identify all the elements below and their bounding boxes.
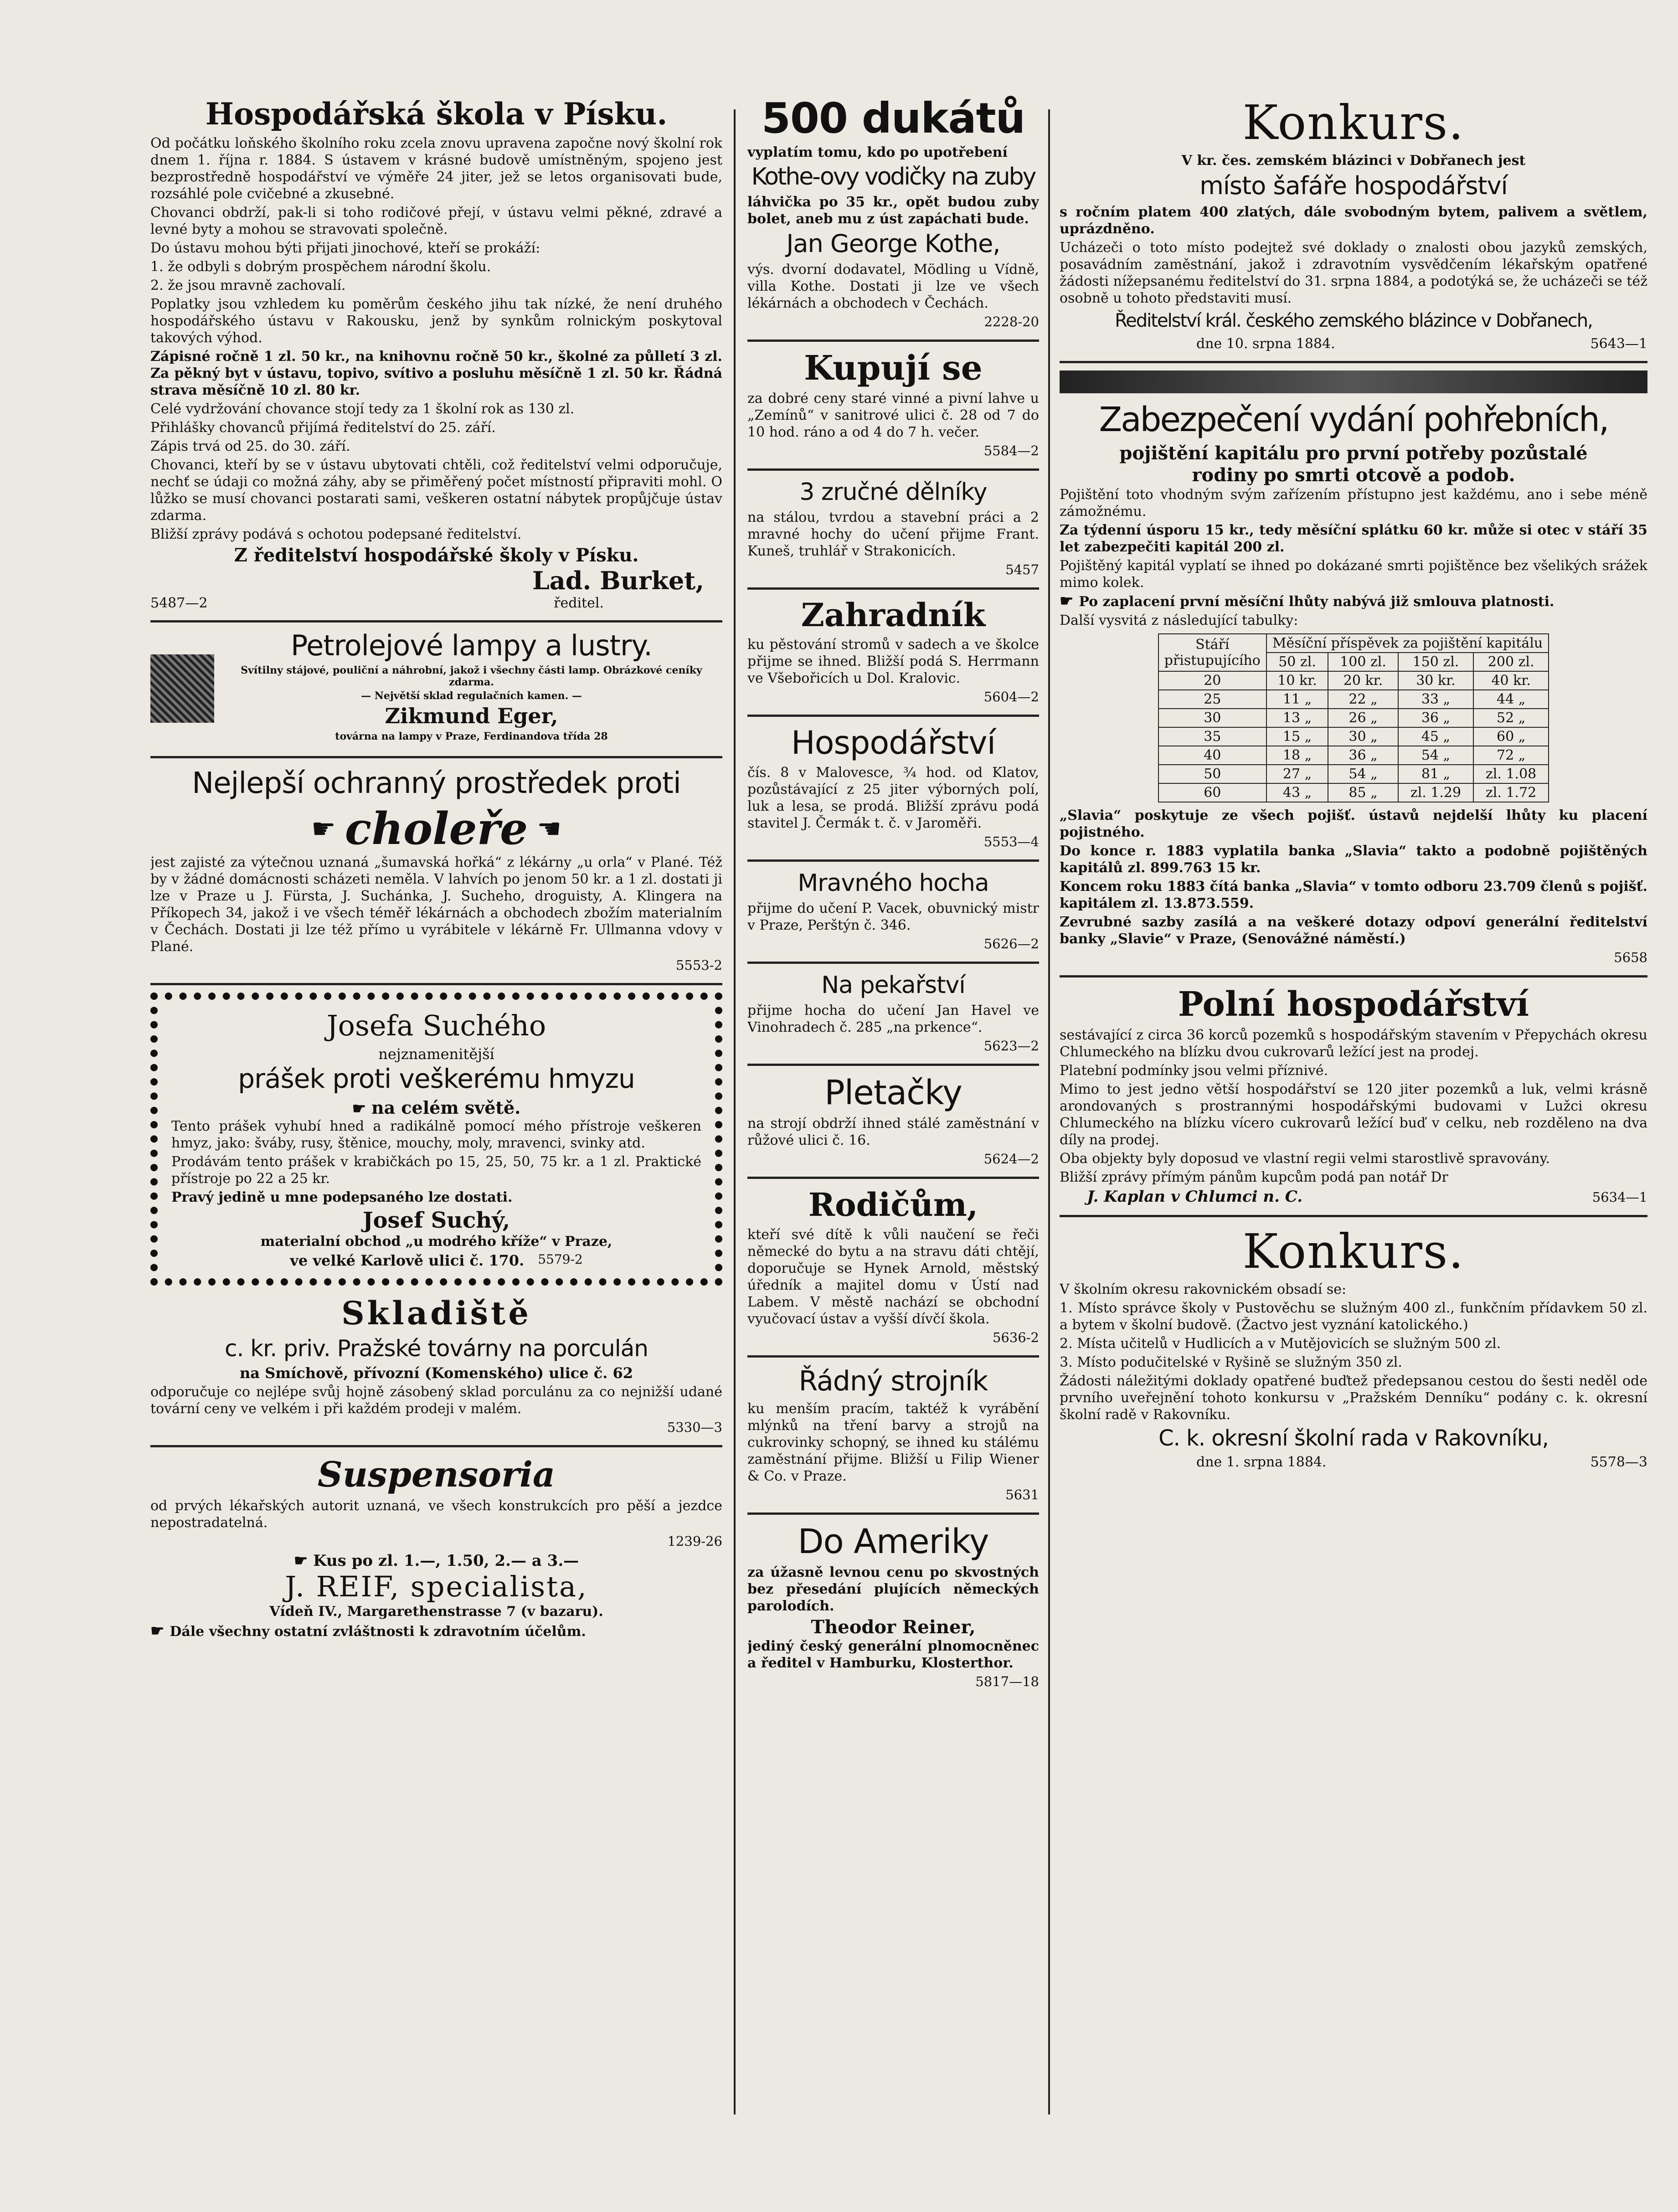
ad-title: Do Ameriky — [798, 1522, 989, 1561]
table-cell: 33 „ — [1398, 690, 1473, 709]
ad-subtitle: nejznamenitější — [378, 1045, 494, 1063]
ad-na-pekarstvi — [747, 971, 1039, 1055]
ad-paragraph: Mimo to jest jedno větší hospodářství se 120 jiter pozemků a luk, velmi krásně arondovaných s prostrannými hospodářskými budovami v Lužci okresu Chlumeckého na blízku vícero cukrovarů ležící buď v celku, neb rozděleno na dva díly na prodej. — [1060, 1081, 1647, 1148]
ad-title: Nejlepší ochranný prostředek proti — [192, 766, 681, 800]
ad-signature: Z ředitelství hospodářské školy v Písku. — [234, 545, 639, 566]
separator — [150, 983, 722, 985]
table-cell: 54 „ — [1398, 746, 1473, 765]
ad-address: materialní obchod „u modrého kříže“ v Praze, — [260, 1234, 613, 1250]
table-cell: 44 „ — [1473, 690, 1549, 709]
ad-pletacky — [747, 1073, 1039, 1168]
ad-address: na Smíchově, přívozní (Komenského) ulice č. 62 — [239, 1364, 633, 1382]
ad-title: Suspensoria — [317, 1454, 556, 1495]
ad-hospodarstvi — [747, 724, 1039, 850]
table-cell: 30 „ — [1328, 727, 1398, 746]
table-cell: 40 kr. — [1473, 671, 1549, 690]
column-rule-2 — [1048, 109, 1050, 2114]
table-cell: 11 „ — [1266, 690, 1328, 709]
ad-paragraph: Prodávám tento prášek v krabičkách po 15, 25, 50, 75 kr. a 1 zl. Praktické přístroje po 22 a 25 kr. — [171, 1154, 701, 1187]
ad-signature-role: ředitel. — [554, 595, 604, 611]
ad-address: Vídeň IV., Margarethenstrasse 7 (v bazaru). — [269, 1604, 603, 1620]
table-cell: 35 — [1158, 727, 1266, 746]
ad-paragraph: Do konce r. 1883 vyplatila banka „Slavia“ takto a podobně pojištěných kapitálů zl. 899.763 15 kr. — [1060, 843, 1647, 876]
ad-paragraph: 2. Místa učitelů v Hudlicích a v Mutějovicích se služným 500 zl. — [1060, 1336, 1501, 1352]
ad-headline-word: choleře — [345, 803, 528, 854]
ad-code: 5623—2 — [983, 1038, 1039, 1054]
ad-code: 5817—18 — [975, 1674, 1039, 1689]
ad-code: 5636-2 — [992, 1330, 1039, 1345]
ad-title: Konkurs. — [1242, 1224, 1465, 1279]
table-row — [1158, 765, 1549, 783]
pointing-hand-icon: ☛ — [150, 1622, 170, 1640]
column-rule-1 — [734, 109, 736, 2114]
ad-paragraph: Chovanci obdrží, pak-li si toho rodičové přejí, v ústavu velmi pěkné, zdravé a levné byty a mohou se stravovati společně. — [150, 205, 722, 237]
ad-signature: J. Kaplan v Chlumci n. C. — [1087, 1188, 1303, 1206]
table-cell: 43 „ — [1266, 783, 1328, 802]
table-row — [1158, 690, 1549, 709]
table-header-cell: 100 zl. — [1328, 653, 1398, 671]
ad-paragraph: Celé vydržování chovance stojí tedy za 1 školní rok as 130 zl. — [150, 401, 575, 417]
ad-headline: Kothe-ovy vodičky na zuby — [751, 163, 1035, 190]
ad-title: Na pekařství — [821, 972, 965, 999]
table-cell: 30 kr. — [1398, 671, 1473, 690]
ad-title: Řádný strojník — [798, 1365, 988, 1397]
table-cell: 27 „ — [1266, 765, 1328, 783]
ad-paragraph: 2. že jsou mravně zachovalí. — [150, 278, 346, 293]
ad-zabezpeceni-pohrebni — [1060, 400, 1647, 966]
ad-code: 1239-26 — [667, 1533, 722, 1549]
table-cell: 60 „ — [1473, 727, 1549, 746]
ad-kupuji-se — [747, 349, 1039, 459]
table-cell: 52 „ — [1473, 709, 1549, 727]
ad-code: 5330—3 — [667, 1420, 722, 1435]
decorative-banner — [1060, 370, 1647, 393]
column-1 — [150, 96, 722, 2146]
table-cell: 72 „ — [1473, 746, 1549, 765]
ad-title: Hospodářství — [791, 724, 996, 761]
table-cell: 36 „ — [1328, 746, 1398, 765]
table-header-cell: 50 zl. — [1266, 653, 1328, 671]
ad-subtitle: c. kr. priv. Pražské továrny na porculán — [225, 1335, 648, 1362]
table-cell: 85 „ — [1328, 783, 1398, 802]
ad-name: Jan George Kothe, — [786, 229, 1000, 258]
table-row — [1158, 709, 1549, 727]
ad-name: Josef Suchý, — [362, 1208, 510, 1233]
table-cell: 15 „ — [1266, 727, 1328, 746]
table-header-row — [1158, 634, 1549, 653]
separator — [150, 1445, 722, 1447]
table-cell: zl. 1.72 — [1473, 783, 1549, 802]
ad-zahradnik — [747, 597, 1039, 705]
ad-price: Kus po zl. 1.—, 1.50, 2.— a 3.— — [313, 1552, 579, 1570]
ad-paragraph: na stálou, tvrdou a stavební práci a 2 mravné hochy do učení přijme Frant. Kuneš, truhlář v Strakonicích. — [747, 509, 1039, 559]
ad-paragraph: Oba objekty byly doposud ve vlastní regii velmi starostlivě spravovány. — [1060, 1151, 1550, 1167]
ad-paragraph: přijme hocha do učení Jan Havel ve Vinohradech č. 285 „na prkence“. — [747, 1003, 1039, 1035]
ad-code: 2228-20 — [984, 314, 1039, 329]
ad-paragraph: Koncem roku 1883 čítá banka „Slavia“ v tomto odboru 23.709 členů s pojišť. kapitálem zl. 13.873.559. — [1060, 879, 1647, 911]
column-2 — [747, 96, 1039, 2146]
table-cell: 50 — [1158, 765, 1266, 783]
separator — [1060, 361, 1647, 363]
table-cell: 81 „ — [1398, 765, 1473, 783]
ad-code: 5457 — [1005, 562, 1039, 577]
ad-subtitle: na celém světě. — [371, 1097, 521, 1118]
table-cell: 40 — [1158, 746, 1266, 765]
ad-paragraph: Pojištěný kapitál vyplatí se ihned po dokázané smrti pojištěnce bez všelikých srážek mimo kolek. — [1060, 558, 1647, 591]
table-header-cell: Stáří přistupujícího — [1158, 634, 1266, 671]
table-header-cell: 150 zl. — [1398, 653, 1473, 671]
separator — [747, 962, 1039, 964]
separator — [747, 468, 1039, 471]
table-row — [1158, 671, 1549, 690]
ad-paragraph: čís. 8 v Malovesce, ¾ hod. od Klatov, pozůstávající z 25 jiter výborných polí, luk a lesa, se prodá. Bližší zprávu podá stavitel J. Čermák t. č. v Jaroměři. — [747, 765, 1039, 831]
ad-paragraph: — Největší sklad regulačních kamen. — — [361, 690, 582, 702]
separator — [747, 1512, 1039, 1515]
table-row — [1158, 727, 1549, 746]
ad-paragraph: Bližší zprávy přímým pánům kupcům podá pan notář Dr — [1060, 1169, 1448, 1185]
table-cell: zl. 1.29 — [1398, 783, 1473, 802]
ad-paragraph: Ucházeči o toto místo podejtež své doklady o znalosti obou jazyků zemských, posavádním zaměstnání, jakož i zdravotním vysvědčením lékařským opatřené žádosti nížepsanému ředitelství do 31. srpna 1884, a podotýká se, že ucházeči se též osobně u tohoto představiti musí. — [1060, 240, 1647, 306]
ad-title: Hospodářská škola v Písku. — [205, 96, 668, 132]
table-row — [1158, 746, 1549, 765]
ad-title: Skladiště — [341, 1294, 531, 1332]
insurance-rates-table — [1158, 633, 1549, 802]
ad-paragraph: za úžasně levnou cenu po skvostných bez přesedání plujících německých parolodích. — [747, 1564, 1039, 1614]
ad-paragraph: Svítilny stájové, pouliční a náhrobní, jakož i všechny části lamp. Obrázkové ceníky zdarma. — [241, 664, 702, 688]
ad-code: 5643—1 — [1590, 336, 1647, 352]
ad-paragraph: výs. dvorní dodavatel, Mödling u Vídně, villa Kothe. Dostati ji lze ve všech lékárnách a obchodech v Čechách. — [747, 262, 1039, 311]
ad-paragraph: 3. Místo podučitelské v Ryšině se služným 350 zl. — [1060, 1354, 1402, 1370]
ad-signature-name: Lad. Burket, — [532, 566, 704, 595]
ad-date: dne 10. srpna 1884. — [1196, 336, 1335, 352]
ad-suchy-prasek — [150, 993, 722, 1286]
table-cell: 22 „ — [1328, 690, 1398, 709]
ad-skladiste — [150, 1295, 722, 1436]
ad-title: Kupují se — [804, 349, 983, 388]
ad-subtitle: rodiny po smrti otcově a podob. — [1192, 464, 1515, 486]
ad-title: Zahradník — [801, 596, 986, 634]
table-cell: 18 „ — [1266, 746, 1328, 765]
ad-title: Mravného hocha — [798, 869, 989, 897]
ad-paragraph: „Slavia“ poskytuje ze všech pojišť. ústavů nejdelší lhůty ku placení pojistného. — [1060, 808, 1647, 840]
ad-paragraph: sestávající z circa 36 korců pozemků s hospodářským stavením v Přepychách okresu Chlumeckého na blízku dvou cukrovarů ležící jest na prodej. — [1060, 1027, 1647, 1060]
ad-code: 5579-2 — [538, 1252, 583, 1267]
ad-paragraph: jediný český generální plnomocněnec a ředitel v Hamburku, Klosterthor. — [747, 1638, 1039, 1671]
ad-title: 3 zručné dělníky — [799, 478, 987, 506]
ad-title: 500 dukátů — [761, 96, 1025, 143]
ad-title: Pletačky — [824, 1073, 962, 1112]
pointing-hand-icon: ☛ — [293, 1552, 314, 1570]
ad-name: J. REIF, specialista, — [285, 1570, 588, 1603]
ad-code: 5658 — [1614, 950, 1647, 965]
ad-title: Petrolejové lampy a lustry. — [290, 629, 653, 662]
ad-code: 5578—3 — [1590, 1454, 1647, 1470]
ad-paragraph: kteří své dítě k vůli naučení se řeči německé do bytu a na stravu dáti chtějí, doporučuje se Hynek Arnold, městský úředník a majitel domu v Ústí nad Labem. V městě nachází se obchodní vyučovací ústav a vyšší dívčí škola. — [747, 1227, 1039, 1327]
separator — [150, 620, 722, 622]
separator — [747, 859, 1039, 862]
ad-paragraph: Žádosti náležitými doklady opatřené buďtež předepsanou cestou do šesti neděl ode prvního uveřejnění tohoto konkursu v „Pražském Denníku“ podány c. k. okresní školní radě v Rakovníku. — [1060, 1373, 1647, 1423]
table-cell: 36 „ — [1398, 709, 1473, 727]
ad-headline: prášek proti veškerému hmyzu — [238, 1063, 635, 1094]
ad-title: Rodičům, — [808, 1186, 978, 1224]
ad-headline: místo šafáře hospodářství — [1199, 171, 1508, 200]
ad-title: Zabezpečení vydání pohřebních, — [1099, 400, 1608, 439]
separator — [747, 1355, 1039, 1358]
table-cell: zl. 1.08 — [1473, 765, 1549, 783]
ad-paragraph: Tento prášek vyhubí hned a radikálně pomocí mého přístroje veškeren hmyz, jako: šváby, rusy, štěnice, mouchy, moly, mravenci, svinky atd. — [171, 1118, 701, 1151]
ad-code: 5553-2 — [675, 957, 722, 973]
ad-paragraph: Zápis trvá od 25. do 30. září. — [150, 438, 350, 454]
ad-paragraph: na strojí obdrží ihned stálé zaměstnání v růžové ulici č. 16. — [747, 1116, 1039, 1148]
ad-paragraph: za dobré ceny staré vinné a pivní lahve u „Zemínů“ v sanitrové ulici č. 28 od 7 do 10 hod. ráno a od 4 do 7 h. večer. — [747, 391, 1039, 440]
ad-paragraph: Od počátku loňského školního roku zcela znovu upravena započne nový školní rok dnem 1. října r. 1884. S ústavem v krásné budově umístněným, spojeno jest bezprostředně hospodářství ve výměře 24 jiter, jež se letos organisovati bude, rozsáhlé pole cvičebné a zkusebné. — [150, 135, 722, 202]
ad-address: ve velké Karlově ulici č. 170. — [290, 1252, 525, 1269]
ad-name: Theodor Reiner, — [811, 1616, 976, 1638]
pointing-hand-icon: ☛ — [311, 813, 336, 845]
lamp-illustration — [150, 654, 214, 723]
ad-petrolejove-lampy — [150, 630, 722, 747]
ad-paragraph: Po zaplacení první měsíční lhůty nabývá již smlouva platnosti. — [1079, 594, 1554, 610]
ad-code: 5584—2 — [983, 443, 1039, 458]
ad-paragraph: Chovanci, kteří by se v ústavu ubytovati chtěli, což ředitelství velmi odporučuje, nechť se údaji co možná záhy, aby se přiměřený počet místností připraviti mohl. O lůžko se musí chovanci postarati sami, veškeren ostatní nábytek propůjčuje ústav zdarma. — [150, 457, 722, 524]
table-cell: 13 „ — [1266, 709, 1328, 727]
ad-paragraph: V školním okresu rakovnickém obsadí se: — [1060, 1281, 1347, 1297]
ad-paragraph: láhvička po 35 kr., opět budou zuby bolet, aneb mu z úst zapáchati bude. — [747, 194, 1039, 227]
ad-paragraph: Za týdenní úsporu 15 kr., tedy měsíční splátku 60 kr. může si otec v stáří 35 let zabezpečiti kapitál 200 zl. — [1060, 522, 1647, 555]
ad-do-ameriky — [747, 1522, 1039, 1690]
ad-paragraph: Bližší zprávy podává s ochotou podepsané ředitelství. — [150, 526, 522, 542]
separator — [747, 715, 1039, 717]
ad-paragraph: 1. že odbyli s dobrým prospěchem národní školu. — [150, 259, 491, 275]
ad-suspensoria — [150, 1455, 722, 1640]
ad-signature: Ředitelství král. českého zemského blázince v Dobřanech, — [1115, 310, 1592, 331]
ad-paragraph: 1. Místo správce školy v Pustověchu se služným 400 zl., funkčním přídavkem 50 zl. a bytem v školní budově. (Žactvo jest vyznání katolického.) — [1060, 1300, 1647, 1333]
ad-subtitle: pojištění kapitálu pro první potřeby pozůstalé — [1119, 442, 1588, 464]
table-row — [1158, 783, 1549, 802]
ad-signature: C. k. okresní školní rada v Rakovníku, — [1158, 1425, 1549, 1451]
table-cell: 26 „ — [1328, 709, 1398, 727]
table-cell: 60 — [1158, 783, 1266, 802]
ad-konkurs-rakovnik — [1060, 1224, 1647, 1470]
ad-radny-strojnik — [747, 1365, 1039, 1503]
pointing-hand-icon: ☛ — [1060, 592, 1079, 610]
ad-code: 5553—4 — [983, 834, 1039, 849]
table-cell: 25 — [1158, 690, 1266, 709]
ad-title: Josefa Suchého — [326, 1009, 546, 1042]
separator — [747, 1064, 1039, 1066]
ad-paragraph: s ročním platem 400 zlatých, dále svobodným bytem, palivem a světlem, uprázdněno. — [1060, 204, 1647, 237]
ad-code: 5631 — [1005, 1487, 1039, 1502]
table-header-cell: Měsíční příspěvek za pojištění kapitálu — [1266, 634, 1549, 653]
ad-code: 5624—2 — [983, 1151, 1039, 1167]
table-header-cell: 200 zl. — [1473, 653, 1549, 671]
ad-paragraph: přijme do učení P. Vacek, obuvnický mistr v Praze, Perštýn č. 346. — [747, 900, 1039, 933]
ad-paragraph: Přihlášky chovanců přijímá ředitelství do 25. září. — [150, 420, 496, 436]
ad-paragraph: V kr. čes. zemském blázinci v Dobřanech jest — [1181, 153, 1526, 169]
ad-paragraph: Platební podmínky jsou velmi příznivé. — [1060, 1063, 1328, 1079]
table-cell: 45 „ — [1398, 727, 1473, 746]
ad-paragraph: ku menším pracím, taktéž k vyrábění mlýnků na tření barvy a strojů na cukrovinky schopný, se ihned ku stálému zaměstnání přijme. Bližší u Filip Wiener & Co. v Praze. — [747, 1401, 1039, 1484]
ad-hospodarska-skola — [150, 96, 722, 611]
ad-paragraph: vyplatím tomu, kdo po upotřebení — [747, 144, 1008, 160]
ad-note: Dále všechny ostatní zvláštnosti k zdravotním účelům. — [170, 1624, 586, 1640]
separator — [1060, 1215, 1647, 1217]
column-3 — [1060, 96, 1647, 2146]
ad-code: 5626—2 — [983, 936, 1039, 952]
ad-date: dne 1. srpna 1884. — [1196, 1454, 1327, 1470]
table-cell: 20 — [1158, 671, 1266, 690]
ad-address: továrna na lampy v Praze, Ferdinandova třída 28 — [335, 730, 608, 742]
separator — [747, 340, 1039, 342]
ad-paragraph: Poplatky jsou vzhledem ku poměrům českého jihu tak nízké, že není druhého hospodářského ústavu v Rakousku, jenž by synkům rolnickým poskytoval takových výhod. — [150, 296, 722, 346]
ad-name: Zikmund Eger, — [385, 704, 558, 728]
ad-konkurs-dobrany — [1060, 96, 1647, 352]
ad-paragraph: ku pěstování stromů v sadech a ve školce přijme se ihned. Bližší podá S. Herrmann ve Všebořicích u Dol. Kralovic. — [747, 637, 1039, 686]
ad-500-dukatu — [747, 96, 1039, 330]
separator — [150, 756, 722, 758]
ad-paragraph: Pojištění toto vhodným svým zařízením přístupno jest každému, ano i sebe méně zámožnému. — [1060, 487, 1647, 520]
ad-rodicum — [747, 1186, 1039, 1346]
ad-paragraph: od prvých lékařských autorit uznaná, ve všech konstrukcích pro pěší a jezdce nepostradatelná. — [150, 1498, 722, 1531]
ad-title: Konkurs. — [1242, 96, 1465, 150]
table-cell: 20 kr. — [1328, 671, 1398, 690]
ad-code: 5487—2 — [150, 595, 208, 611]
ad-paragraph: Zápisné ročně 1 zl. 50 kr., na knihovnu ročně 50 kr., školné za půlletí 3 zl. Za pěkný byt v ústavu, topivo, svítivo a posluhu měsíčně 1 zl. 50 kr. Řádná strava měsíčně 10 zl. 80 kr. — [150, 349, 722, 398]
pointing-hand-icon: ☚ — [537, 813, 562, 845]
ad-paragraph: jest zajisté za výtečnou uznaná „šumavská hořká“ z lékárny „u orla“ v Plané. Též by v žádné domácnosti scházeti neměla. V lahvích po jenom 50 kr. a 1 zl. dostati ji lze v Praze u J. Fürsta, J. Suchánka, J. Sucheho, droguisty, A. Klingera na Příkopech 34, jakož i ve všech téměř lékárnách a obchodech zbožím materialním v Čechách. Dostati ji lze též přímo u vyrábitele v lékárně Fr. Ullmanna vdovy v Plané. — [150, 854, 722, 955]
ad-delnici — [747, 478, 1039, 578]
ad-code: 5604—2 — [983, 689, 1039, 705]
table-cell: 10 kr. — [1266, 671, 1328, 690]
ad-paragraph: Do ústavu mohou býti přijati jinochové, kteří se prokáží: — [150, 240, 540, 256]
ad-paragraph: Pravý jedině u mne podepsaného lze dostati. — [171, 1189, 513, 1205]
separator — [747, 1177, 1039, 1179]
ad-mravneho-hocha — [747, 869, 1039, 952]
ad-paragraph: odporučuje co nejlépe svůj hojně zásobený sklad porculánu za co nejnižší udané tovární ceny ve velkém i při každém prodeji v malém. — [150, 1384, 722, 1417]
ad-title: Polní hospodářství — [1178, 985, 1529, 1024]
table-cell: 30 — [1158, 709, 1266, 727]
table-cell: 54 „ — [1328, 765, 1398, 783]
ad-cholera — [150, 766, 722, 974]
separator — [747, 587, 1039, 590]
pointing-hand-icon: ☛ — [352, 1100, 371, 1118]
ad-paragraph: Další vysvitá z následující tabulky: — [1060, 612, 1298, 628]
ad-paragraph: Zevrubné sazby zasílá a na veškeré dotazy odpoví generální ředitelství banky „Slavie“ v Praze, (Senovážné náměstí.) — [1060, 914, 1647, 947]
ad-polni-hospodarstvi — [1060, 985, 1647, 1206]
ad-code: 5634—1 — [1592, 1189, 1647, 1205]
separator — [1060, 975, 1647, 977]
